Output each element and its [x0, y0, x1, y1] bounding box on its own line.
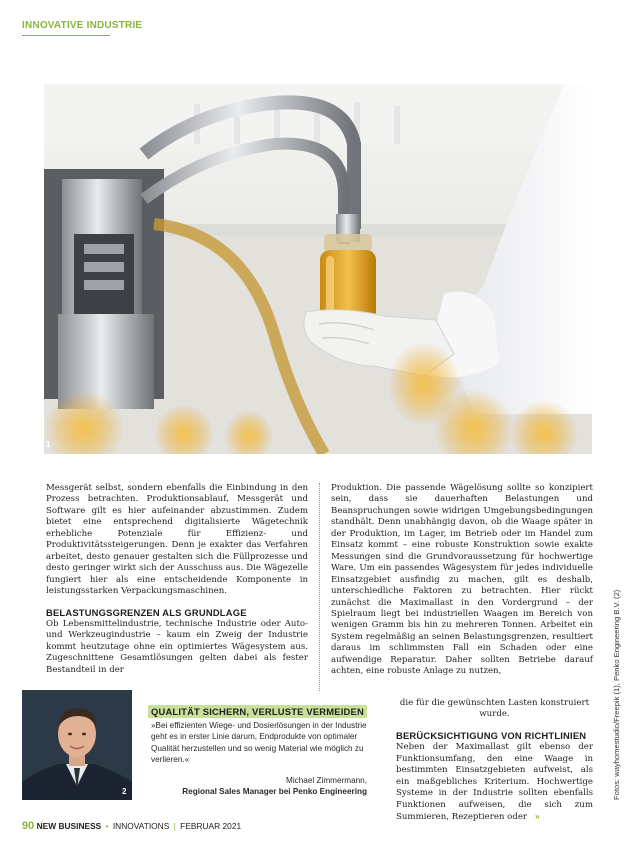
section-rule — [22, 35, 110, 36]
portrait-photo — [22, 690, 132, 800]
quote-name: Michael Zimmermann, — [286, 776, 367, 785]
paragraph: Ob Lebensmittelindustrie, technische Industrie oder Auto- und Werkzeugindustrie – kaum ein Zweig der Industrie kommt heutzutage ohne ein optimiertes Wägesystem aus. Zugeschnittene Gesamtlösungen gelten dabei als fester Bestandteil in der — [46, 618, 308, 675]
page-number: 90 — [22, 820, 35, 832]
page-footer — [22, 820, 241, 832]
subheading: BERÜCKSICHTIGUNG VON RICHTLINIEN — [396, 729, 587, 741]
quote-role: Regional Sales Manager bei Penko Engineering — [182, 787, 367, 797]
quote-attribution — [151, 775, 367, 798]
paragraph: Messgerät selbst, sondern ebenfalls die Einbindung in den Prozess betrachten. Produktionsablauf, Messgerät und Software gilt es hier aufeinander abzustimmen. Zudem bietet eine entsprechend digitalisierte Wägetechnik erhebliche Potenziale für Effizienz- und Produktivitätssteigerungen. Denn je exakter das Verfahren arbeitet, desto genauer gestalten sich die Füllprozesse und desto geringer wirkt sich der Ausschuss aus. Die Wägezelle fungiert hier als eine entscheidende Komponente in leistungsstarken Verpackungsmaschinen. — [46, 483, 308, 597]
lab-photo — [44, 84, 592, 454]
paragraph: Produktion. Die passende Wägelösung sollte so konzipiert sein, dass sie dauerhaften Belastungen und Beanspruchungen sowie widrigen Umgebungsbedingungen standhält. Denn unabhängig davon, ob die Waage später in der Produktion, im Lager, im Betrieb oder im Handel zum Einsatz kommt – eine robuste Konstruktion sowie exakte Messungen sind die Grundvoraussetzung für hochwertige Ware. Um ein passendes Wägesystem für jedes individuelle Einsatzgebiet ausfindig zu machen, gilt es deshalb, unterschiedliche Faktoren zu betrachten. Hier rückt zunächst die Maximallast in den Vordergrund – der Spielraum liegt bei industriellen Waagen im Bereich von wenigen Gramm bis hin zu mehreren Tonnen. Arbeitet ein System regelmäßig an seinen Belastungsgrenzen, resultiert daraus im schlimmsten Fall ein Schaden oder eine aufwendige Reparatur. Daher sollten Betriebe darauf achten, eine robuste Anlage zu nutzen, — [331, 483, 593, 677]
paragraph-text: Neben der Maximallast gilt ebenso der Funktionsumfang, den eine Waage in bestimmten Einsatzgebieten aufweist, als ein maßgebliches Kriterium. Hochwertige Systeme in der Industrie sollten ebenfalls Funktionen aufweisen, die sich zum Summieren, Rezeptieren oder — [396, 742, 593, 823]
portrait-illustration — [22, 690, 132, 800]
paragraph — [396, 742, 593, 823]
footer-bullet: • — [105, 821, 109, 831]
footer-divider: | — [173, 821, 176, 831]
photo-number: 1 — [46, 440, 51, 449]
edition-name: INNOVATIONS — [112, 821, 170, 831]
quote-text: »Bei effizienten Wiege- und Dosierlösungen in der Industrie geht es in erster Linie darum, Endprodukte von optimaler Qualität herzustellen und so wenig Material wie möglich zu verlieren.« — [151, 721, 367, 765]
section-label: INNOVATIVE INDUSTRIE — [22, 20, 143, 31]
lab-photo-illustration — [44, 84, 592, 454]
column-divider — [319, 483, 320, 691]
photo-credits: Fotos: wayhomestudio/Freepik (1), Penko Engineering B.V. (2) — [612, 589, 621, 800]
subheading: BELASTUNGSGRENZEN ALS GRUNDLAGE — [46, 606, 247, 618]
paragraph-end: die für die gewünschten Lasten konstruiert wurde. — [399, 698, 590, 720]
right-column — [331, 483, 593, 678]
portrait-number: 2 — [122, 787, 127, 796]
right-column-lower — [396, 698, 593, 824]
quote-title: QUALITÄT SICHERN, VERLUSTE VERMEIDEN — [148, 705, 367, 718]
issue-date: FEBRUAR 2021 — [180, 821, 242, 831]
magazine-name: NEW BUSINESS — [36, 821, 102, 831]
left-column — [46, 483, 308, 676]
continue-arrow-icon: » — [535, 811, 540, 822]
